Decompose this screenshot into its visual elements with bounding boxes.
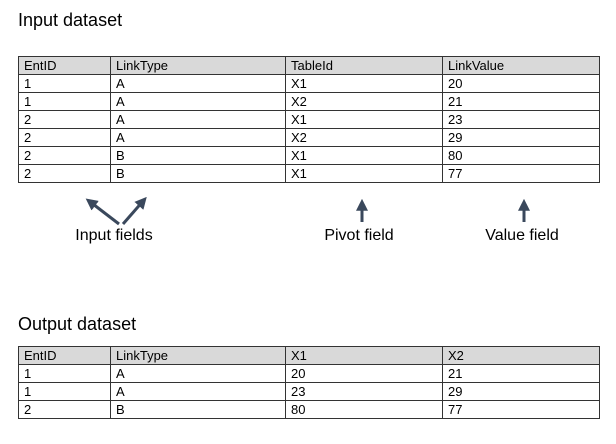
table-cell: X2	[286, 93, 443, 111]
output-dataset-table	[18, 346, 600, 419]
column-header: TableId	[286, 57, 443, 75]
table-cell: 29	[443, 129, 600, 147]
table-cell: 80	[443, 147, 600, 165]
table-cell: A	[111, 365, 286, 383]
table-cell: 1	[19, 75, 111, 93]
table-row	[19, 147, 600, 165]
table-cell: 29	[443, 383, 600, 401]
table-row	[19, 165, 600, 183]
table-cell: 77	[443, 401, 600, 419]
column-header: LinkType	[111, 347, 286, 365]
column-header: LinkValue	[443, 57, 600, 75]
input-dataset-table	[18, 56, 600, 183]
table-cell: 20	[443, 75, 600, 93]
table-row	[19, 383, 600, 401]
table-header-row	[19, 57, 600, 75]
table-cell: 21	[443, 365, 600, 383]
table-cell: X2	[286, 129, 443, 147]
table-cell: X1	[286, 111, 443, 129]
table-row	[19, 75, 600, 93]
table-cell: 2	[19, 111, 111, 129]
table-cell: A	[111, 93, 286, 111]
column-header: X2	[443, 347, 600, 365]
table-cell: 2	[19, 147, 111, 165]
table-cell: 2	[19, 129, 111, 147]
table-cell: 80	[286, 401, 443, 419]
table-row	[19, 129, 600, 147]
table-cell: A	[111, 383, 286, 401]
table-cell: A	[111, 111, 286, 129]
output-dataset-title: Output dataset	[18, 314, 137, 334]
table-cell: X1	[286, 147, 443, 165]
table-cell: 21	[443, 93, 600, 111]
table-cell: 2	[19, 401, 111, 419]
table-cell: B	[111, 401, 286, 419]
input-fields-arrow-left-icon	[89, 201, 119, 224]
table-cell: A	[111, 75, 286, 93]
pivot-field-label: Pivot field	[324, 227, 394, 244]
value-field-label: Value field	[485, 227, 559, 244]
table-cell: 2	[19, 165, 111, 183]
table-cell: 23	[286, 383, 443, 401]
table-row	[19, 365, 600, 383]
table-cell: 1	[19, 93, 111, 111]
table-cell: X1	[286, 75, 443, 93]
table-cell: 23	[443, 111, 600, 129]
input-fields-arrow-right-icon	[123, 200, 144, 224]
table-cell: 77	[443, 165, 600, 183]
column-header: LinkType	[111, 57, 286, 75]
column-header: EntID	[19, 347, 111, 365]
table-cell: X1	[286, 165, 443, 183]
table-cell: 1	[19, 365, 111, 383]
table-cell: 1	[19, 383, 111, 401]
column-header: EntID	[19, 57, 111, 75]
table-cell: B	[111, 165, 286, 183]
table-cell: A	[111, 129, 286, 147]
table-cell: 20	[286, 365, 443, 383]
column-header: X1	[286, 347, 443, 365]
input-dataset-title: Input dataset	[18, 10, 123, 30]
table-cell: B	[111, 147, 286, 165]
table-row	[19, 401, 600, 419]
table-row	[19, 111, 600, 129]
input-fields-label: Input fields	[75, 227, 153, 244]
table-header-row	[19, 347, 600, 365]
table-row	[19, 93, 600, 111]
